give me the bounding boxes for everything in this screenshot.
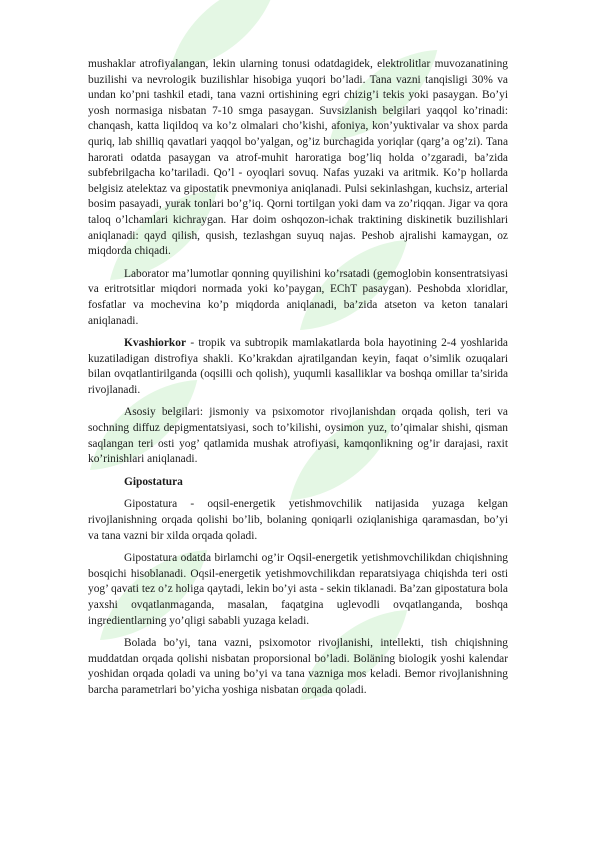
document-body <box>88 57 508 706</box>
paragraph: Asosiy belgilari: jismoniy va psixomotor rivojlanishdan orqada qolish, teri va sochning diffuz depigmentatsiyasi, soch to’kilishi, oysimon yuz, to’qimalar shishi, qisman saqlangan teri osti yog’ qatlamida mushak atrofiyasi, kamqonlikning og’ir darajasi, raxit ko’rinishlari aniqlanadi. <box>88 406 508 466</box>
paragraph: mushaklar atrofiyalangan, lekin ularning tonusi odatdagidek, elektrolitlar muvozanatining buzilishi va nevrologik buzilishlar hisobiga yuqori bo’ladi. Tana vazni tanqisligi 30% va undan ko’pni tashkil etadi, tana vazni ortishining egri chizig’i tekis yoki pasaygan. Bo’yi yosh normasiga nisbatan 7-10 smga pasaygan. Suvsizlanish belgilari yaqqol ko’rinadi: chanqash, katta liqildoq va ko’z olmalari cho’kishi, afoniya, kon’yuktivalar va shox parda quriq, lab shilliq qavatlari yaqqol bo’yalgan, og’iz burchagida yoriqlar (qarg’a og’zi). Tana harorati odatda pasaygan va atrof-muhit haroratiga bog’liq holda o’zgaradi, ba’zida subfebrilgacha ko’tariladi. Qo’l - oyoqlari sovuq. Nafas yuzaki va aritmik. Ko’p hollarda belgisiz atelektaz va gipostatik pnevmoniya aniqlanadi. Pulsi sekinlashgan, kuchsiz, arterial bosim pasayadi, yurak tonlari bo’g’iq. Qorni tortilgan yoki dam va zo’riqqan. Jigar va qora taloq o’lchamlari kichraygan. Har doim oshqozon-ichak traktining diskinetik buzilishlari aniqlanadi: qayd qilish, qusish, tezlashgan suyuq najas. Peshob ajralishi kamaygan, oz miqdorda chiqadi. <box>88 58 508 258</box>
paragraph: Laborator ma’lumotlar qonning quyilishini ko’rsatadi (gemoglobin konsentratsiyasi va eritrotsitlar miqdori normada yoki ko’paygan, EChT pasaygan). Peshobda xloridlar, fosfatlar va mochevina ko’p miqdorda aniqlanadi, ba’zida atseton va keton tanalari aniqlanadi. <box>88 267 508 327</box>
section-heading: Gipostatura <box>124 475 183 488</box>
paragraph-text: - tropik va subtropik mamlakatlarda bola hayotining 2-4 yoshlarida kuzatiladigan distrofiya shakli. Ko’krakdan ajratilgandan keyin, faqat o’simlik ozuqalari bilan ovqatlantirilganda (oqsilli och qolish), yuqumli kasalliklar va boshqa omillar ta’sirida rivojlanadi. <box>88 337 508 396</box>
paragraph: Bolada bo’yi, tana vazni, psixomotor rivojlanishi, intellekti, tish chiqishning muddatdan orqada qolishi nisbatan proporsional bo’ladi. Boläning biologik yoshi kalendar yoshidan orqada qoladi va uning bo’yi va tana vazniga mos keladi. Bemor rivojlanishning barcha parametrlari bo’yicha yoshiga nisbatan orqada qoladi. <box>88 637 508 696</box>
paragraph: Gipostatura odatda birlamchi og’ir Oqsil-energetik yetishmovchilikdan chiqishning bosqichi hisoblanadi. Oqsil-energetik yetishmovchilikdan reparatsiyaga chiqishda teri osti yog’ qavati tez o’z holiga qaytadi, lekin bo’yi asta - sekin tiklanadi. Ba’zan gipostatura bola yaxshi ovqatlanmaganda, masalan, faqatgina uglevodli ovqatlanganda, boshqa ingredientlarning yo’qligi sababli yuzaga keladi. <box>88 552 508 627</box>
paragraph <box>88 336 508 398</box>
paragraph: Gipostatura - oqsil-energetik yetishmovchilik natijasida yuzaga kelgan rivojlanishning orqada qolishi bo’lib, bolaning qoniqarli oziqlanishiga qaramasdan, bo’yi va tana vazni bir xilda orqada qoladi. <box>88 498 508 542</box>
term-kvashiorkor: Kvashiorkor <box>124 337 187 350</box>
